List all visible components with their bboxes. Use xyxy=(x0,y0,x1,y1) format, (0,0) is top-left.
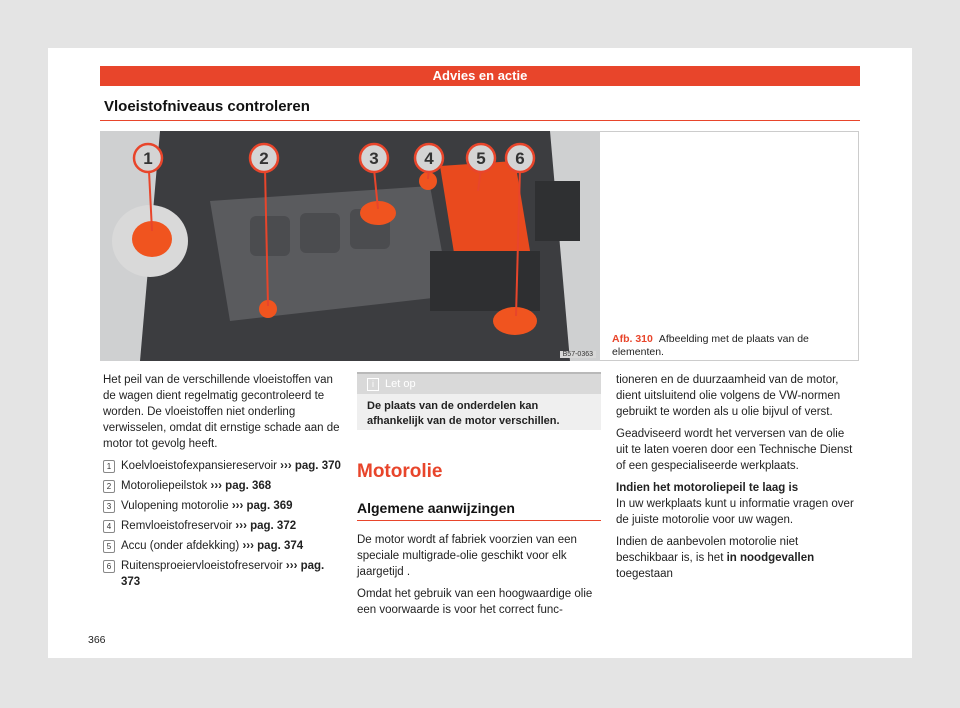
callout-2 xyxy=(250,144,278,172)
item-label: Accu (onder afdekking) xyxy=(121,540,240,552)
callout-6-label: 6 xyxy=(515,149,525,168)
page-reference-link[interactable]: ››› pag. 370 xyxy=(280,460,341,472)
subheading-rule xyxy=(357,520,601,521)
list-item xyxy=(103,498,343,514)
item-number-badge: 5 xyxy=(103,540,115,553)
item-label: Vulopening motorolie xyxy=(121,500,229,512)
page-reference-link[interactable]: ››› pag. 369 xyxy=(231,500,293,512)
note-box xyxy=(357,372,601,430)
callout-4-label: 4 xyxy=(424,149,434,168)
item-number-badge: 1 xyxy=(103,460,115,473)
list-item xyxy=(103,458,343,474)
page-reference-link[interactable]: ››› pag. 372 xyxy=(235,520,297,532)
col3-p4-end: toegestaan xyxy=(616,568,673,580)
note-text: De plaats van de onderdelen kan afhankelijk van de motor verschillen. xyxy=(367,400,560,427)
item-label: Koelvloeistofexpansiereservoir xyxy=(121,460,277,472)
list-item xyxy=(103,518,343,534)
caption-label: Afb. 310 xyxy=(612,333,653,345)
item-number-badge: 2 xyxy=(103,480,115,493)
list-item xyxy=(103,558,343,590)
callout-6 xyxy=(506,144,534,172)
item-label: Motoroliepeilstok xyxy=(121,480,208,492)
motorolie-heading: Motorolie xyxy=(357,461,443,482)
info-icon: i xyxy=(367,378,379,391)
page-reference-link[interactable]: ››› pag. 374 xyxy=(242,540,304,552)
item-label: Remvloeistofreservoir xyxy=(121,520,233,532)
page-reference-link[interactable]: ››› pag. 368 xyxy=(210,480,272,492)
callout-1-label: 1 xyxy=(143,149,153,168)
column-3 xyxy=(616,372,856,588)
caption-text: Afbeelding met de plaats van de elementen. xyxy=(612,333,809,358)
item-number-badge: 3 xyxy=(103,500,115,513)
figure-ref-code: B57-0363 xyxy=(560,351,596,358)
title-rule xyxy=(100,120,860,121)
col3-paragraph-4 xyxy=(616,534,856,582)
callout-1 xyxy=(134,144,162,172)
item-number-badge: 4 xyxy=(103,520,115,533)
item-label: Ruitensproeiervloeistofreservoir xyxy=(121,560,283,572)
col3-paragraph-3: In uw werkplaats kunt u informatie vragen over de juiste motorolie voor uw wagen. xyxy=(616,498,854,526)
figure-caption xyxy=(612,333,852,359)
column-1 xyxy=(103,372,343,594)
list-item xyxy=(103,538,343,554)
callout-2-label: 2 xyxy=(259,149,269,168)
callout-5 xyxy=(467,144,495,172)
callout-3-label: 3 xyxy=(369,149,379,168)
chapter-header: Advies en actie xyxy=(100,66,860,86)
page-reference-link[interactable]: ››› pag. 373 xyxy=(121,560,325,588)
col3-p4-start: Indien de aanbevolen motorolie niet beschikbaar is, is het xyxy=(616,536,799,564)
low-oil-heading: Indien het motoroliepeil te laag is xyxy=(616,482,799,494)
motorolie-paragraph-1: De motor wordt af fabriek voorzien van een speciale multigrade-olie geschikt voor elk jaargetijd . xyxy=(357,534,577,578)
motorolie-paragraph-2: Omdat het gebruik van een hoogwaardige olie een voorwaarde is voor het correct func- xyxy=(357,588,593,616)
list-item xyxy=(103,478,343,494)
callout-4 xyxy=(415,144,443,172)
page-number: 366 xyxy=(88,634,106,646)
motorolie-subheading: Algemene aanwijzingen xyxy=(357,500,515,516)
figure-frame xyxy=(600,131,859,361)
note-header xyxy=(357,374,601,394)
engine-illustration xyxy=(100,131,600,361)
section-title: Vloeistofniveaus controleren xyxy=(104,98,310,115)
callout-5-label: 5 xyxy=(476,149,486,168)
note-title: Let op xyxy=(385,378,416,390)
col3-p4-bold: in noodgevallen xyxy=(726,552,815,564)
column-2 xyxy=(357,532,597,624)
callout-3 xyxy=(360,144,388,172)
col3-paragraph-1: tioneren en de duurzaamheid van de motor, dient uitsluitend olie volgens de VW-normen gebruikt te worden als u olie bijvul of verst. xyxy=(616,374,841,418)
intro-text: Het peil van de verschillende vloeistoffen van de wagen dient regelmatig gecontroleerd te worden. De vloeistoffen niet onderling verwisselen, omdat dit ernstige schade aan de motor tot gevolg heeft. xyxy=(103,374,340,450)
engine-bay-figure xyxy=(100,131,600,361)
item-number-badge: 6 xyxy=(103,560,115,573)
col3-paragraph-2: Geadviseerd wordt het verversen van de olie uit te laten voeren door een Technische Dienst of een gespecialiseerde werkplaats. xyxy=(616,428,853,472)
